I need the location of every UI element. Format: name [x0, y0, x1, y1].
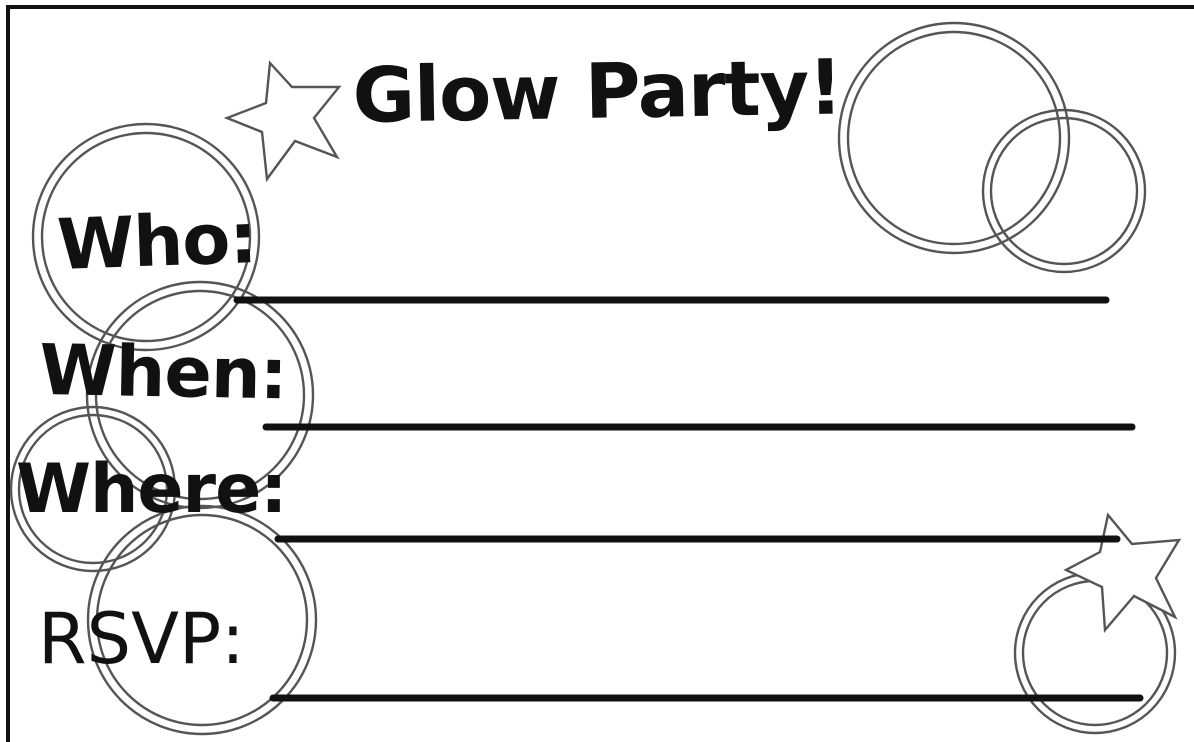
star-icon	[1066, 515, 1179, 630]
party-title: Glow Party!	[351, 42, 843, 140]
star-icon	[227, 63, 339, 179]
ring-icon	[983, 110, 1145, 272]
rsvp-label: RSVP:	[38, 598, 245, 680]
when-label: When:	[38, 329, 288, 416]
ring-icon	[839, 23, 1069, 253]
where-label: Where:	[16, 450, 287, 529]
who-label: Who:	[55, 197, 258, 286]
